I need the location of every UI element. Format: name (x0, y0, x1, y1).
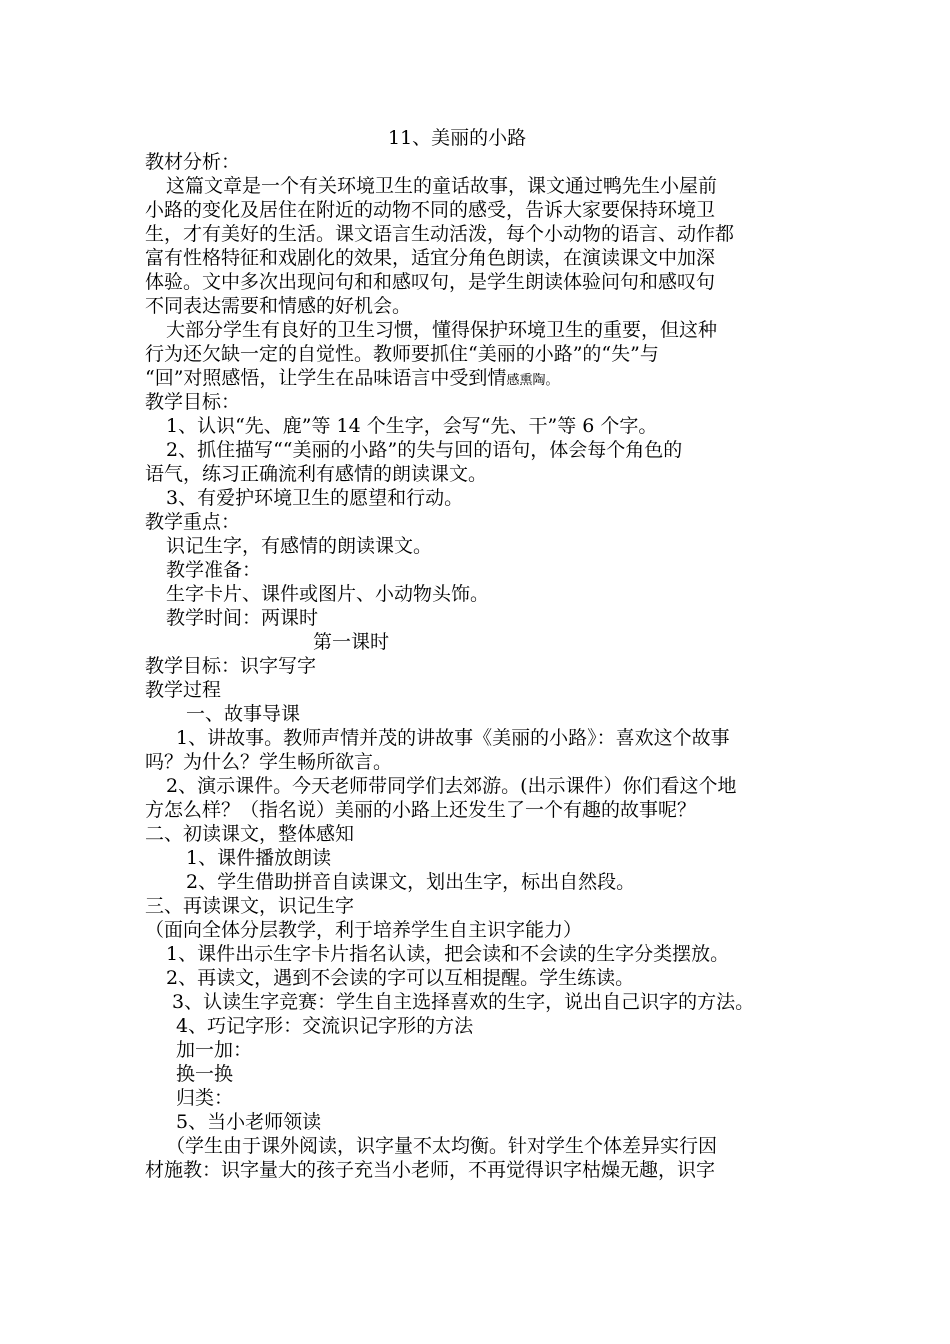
paragraph-line (145, 366, 558, 393)
section-heading: 教学目标： (145, 391, 241, 413)
paragraph-line: 富有性格特征和戏剧化的效果，适宜分角色朗读，在演读课文中加深 (145, 247, 716, 269)
paragraph-line: 这篇文章是一个有关环境卫生的童话故事，课文通过鸭先生小屋前 (166, 175, 718, 197)
list-item: 换一换 (176, 1063, 234, 1085)
list-item: 4、巧记字形：交流识记字形的方法 (176, 1015, 474, 1037)
list-item: 吗？为什么？学生畅所欲言。 (145, 751, 393, 773)
list-item: 2、抓住描写““美丽的小路”的失与回的语句，体会每个角色的 (166, 439, 683, 461)
paragraph-line: 体验。文中多次出现问句和和感叹句，是学生朗读体验问句和感叹句 (145, 271, 716, 293)
paragraph-line: 小路的变化及居住在附近的动物不同的感受，告诉大家要保持环境卫 (145, 199, 716, 221)
list-item: 方怎么样？（指名说）美丽的小路上还发生了一个有趣的故事呢？ (145, 799, 697, 821)
list-item: 2、再读文，遇到不会读的字可以互相提醒。学生练读。 (166, 967, 635, 989)
section-heading: 教学重点： (145, 511, 241, 533)
list-item: 2、演示课件。今天老师带同学们去郊游。(出示课件）你们看这个地 (166, 775, 737, 797)
list-item: 3、认读生字竞赛：学生自主选择喜欢的生字，说出自己识字的方法。 (172, 991, 755, 1013)
paragraph-line: 不同表达需要和情感的好机会。 (145, 295, 412, 317)
section-heading: 教学时间：两课时 (166, 607, 319, 629)
list-item: 1、课件播放朗读 (186, 847, 332, 869)
paragraph-line: 行为还欠缺一定的自觉性。教师要抓住“美丽的小路”的“失”与 (145, 343, 659, 365)
list-item: 语气，练习正确流利有感情的朗读课文。 (145, 463, 488, 485)
list-item: 加一加： (176, 1039, 253, 1061)
section-heading: 教学过程 (145, 679, 222, 701)
list-item: 1、课件出示生字卡片指名认读，把会读和不会读的生字分类摆放。 (166, 943, 730, 965)
subsection-heading: 一、故事导课 (186, 703, 301, 725)
subsection-heading: 二、初读课文，整体感知 (145, 823, 355, 845)
list-item: 1、认识“先、鹿”等 14 个生字，会写“先、干”等 6 个字。 (166, 415, 658, 437)
paragraph-line-tail: 感熏陶。 (506, 373, 559, 388)
section-heading: 教材分析： (145, 151, 241, 173)
paragraph-line: 识记生字，有感情的朗读课文。 (166, 535, 433, 557)
paragraph-line: （学生由于课外阅读，识字量不太均衡。针对学生个体差异实行因 (166, 1135, 718, 1157)
list-item: 5、当小老师领读 (176, 1111, 322, 1133)
section-heading: 教学准备： (166, 559, 262, 581)
paragraph-line: 大部分学生有良好的卫生习惯，懂得保护环境卫生的重要，但这种 (166, 319, 718, 341)
list-item: 3、有爱护环境卫生的愿望和行动。 (166, 487, 464, 509)
paragraph-line: 生字卡片、课件或图片、小动物头饰。 (166, 583, 490, 605)
paragraph-line: （面向全体分层教学，利于培养学生自主识字能力） (145, 919, 583, 941)
list-item: 2、学生借助拼音自读课文，划出生字，标出自然段。 (186, 871, 636, 893)
list-item: 1、讲故事。教师声情并茂的讲故事《美丽的小路》：喜欢这个故事 (176, 727, 730, 749)
subsection-heading: 三、再读课文，识记生字 (145, 895, 355, 917)
section-heading: 教学目标：识字写字 (145, 655, 317, 677)
paragraph-line: 生，才有美好的生活。课文语言生动活泼，每个小动物的语言、动作都 (145, 223, 735, 245)
document-title: 11、美丽的小路 (388, 127, 527, 149)
paragraph-line: 材施教：识字量大的孩子充当小老师，不再觉得识字枯燥无趣，识字 (145, 1159, 716, 1181)
list-item: 归类： (176, 1087, 234, 1109)
lesson-heading: 第一课时 (313, 631, 390, 653)
paragraph-line-text: “回”对照感悟，让学生在品味语言中受到情 (145, 367, 507, 389)
